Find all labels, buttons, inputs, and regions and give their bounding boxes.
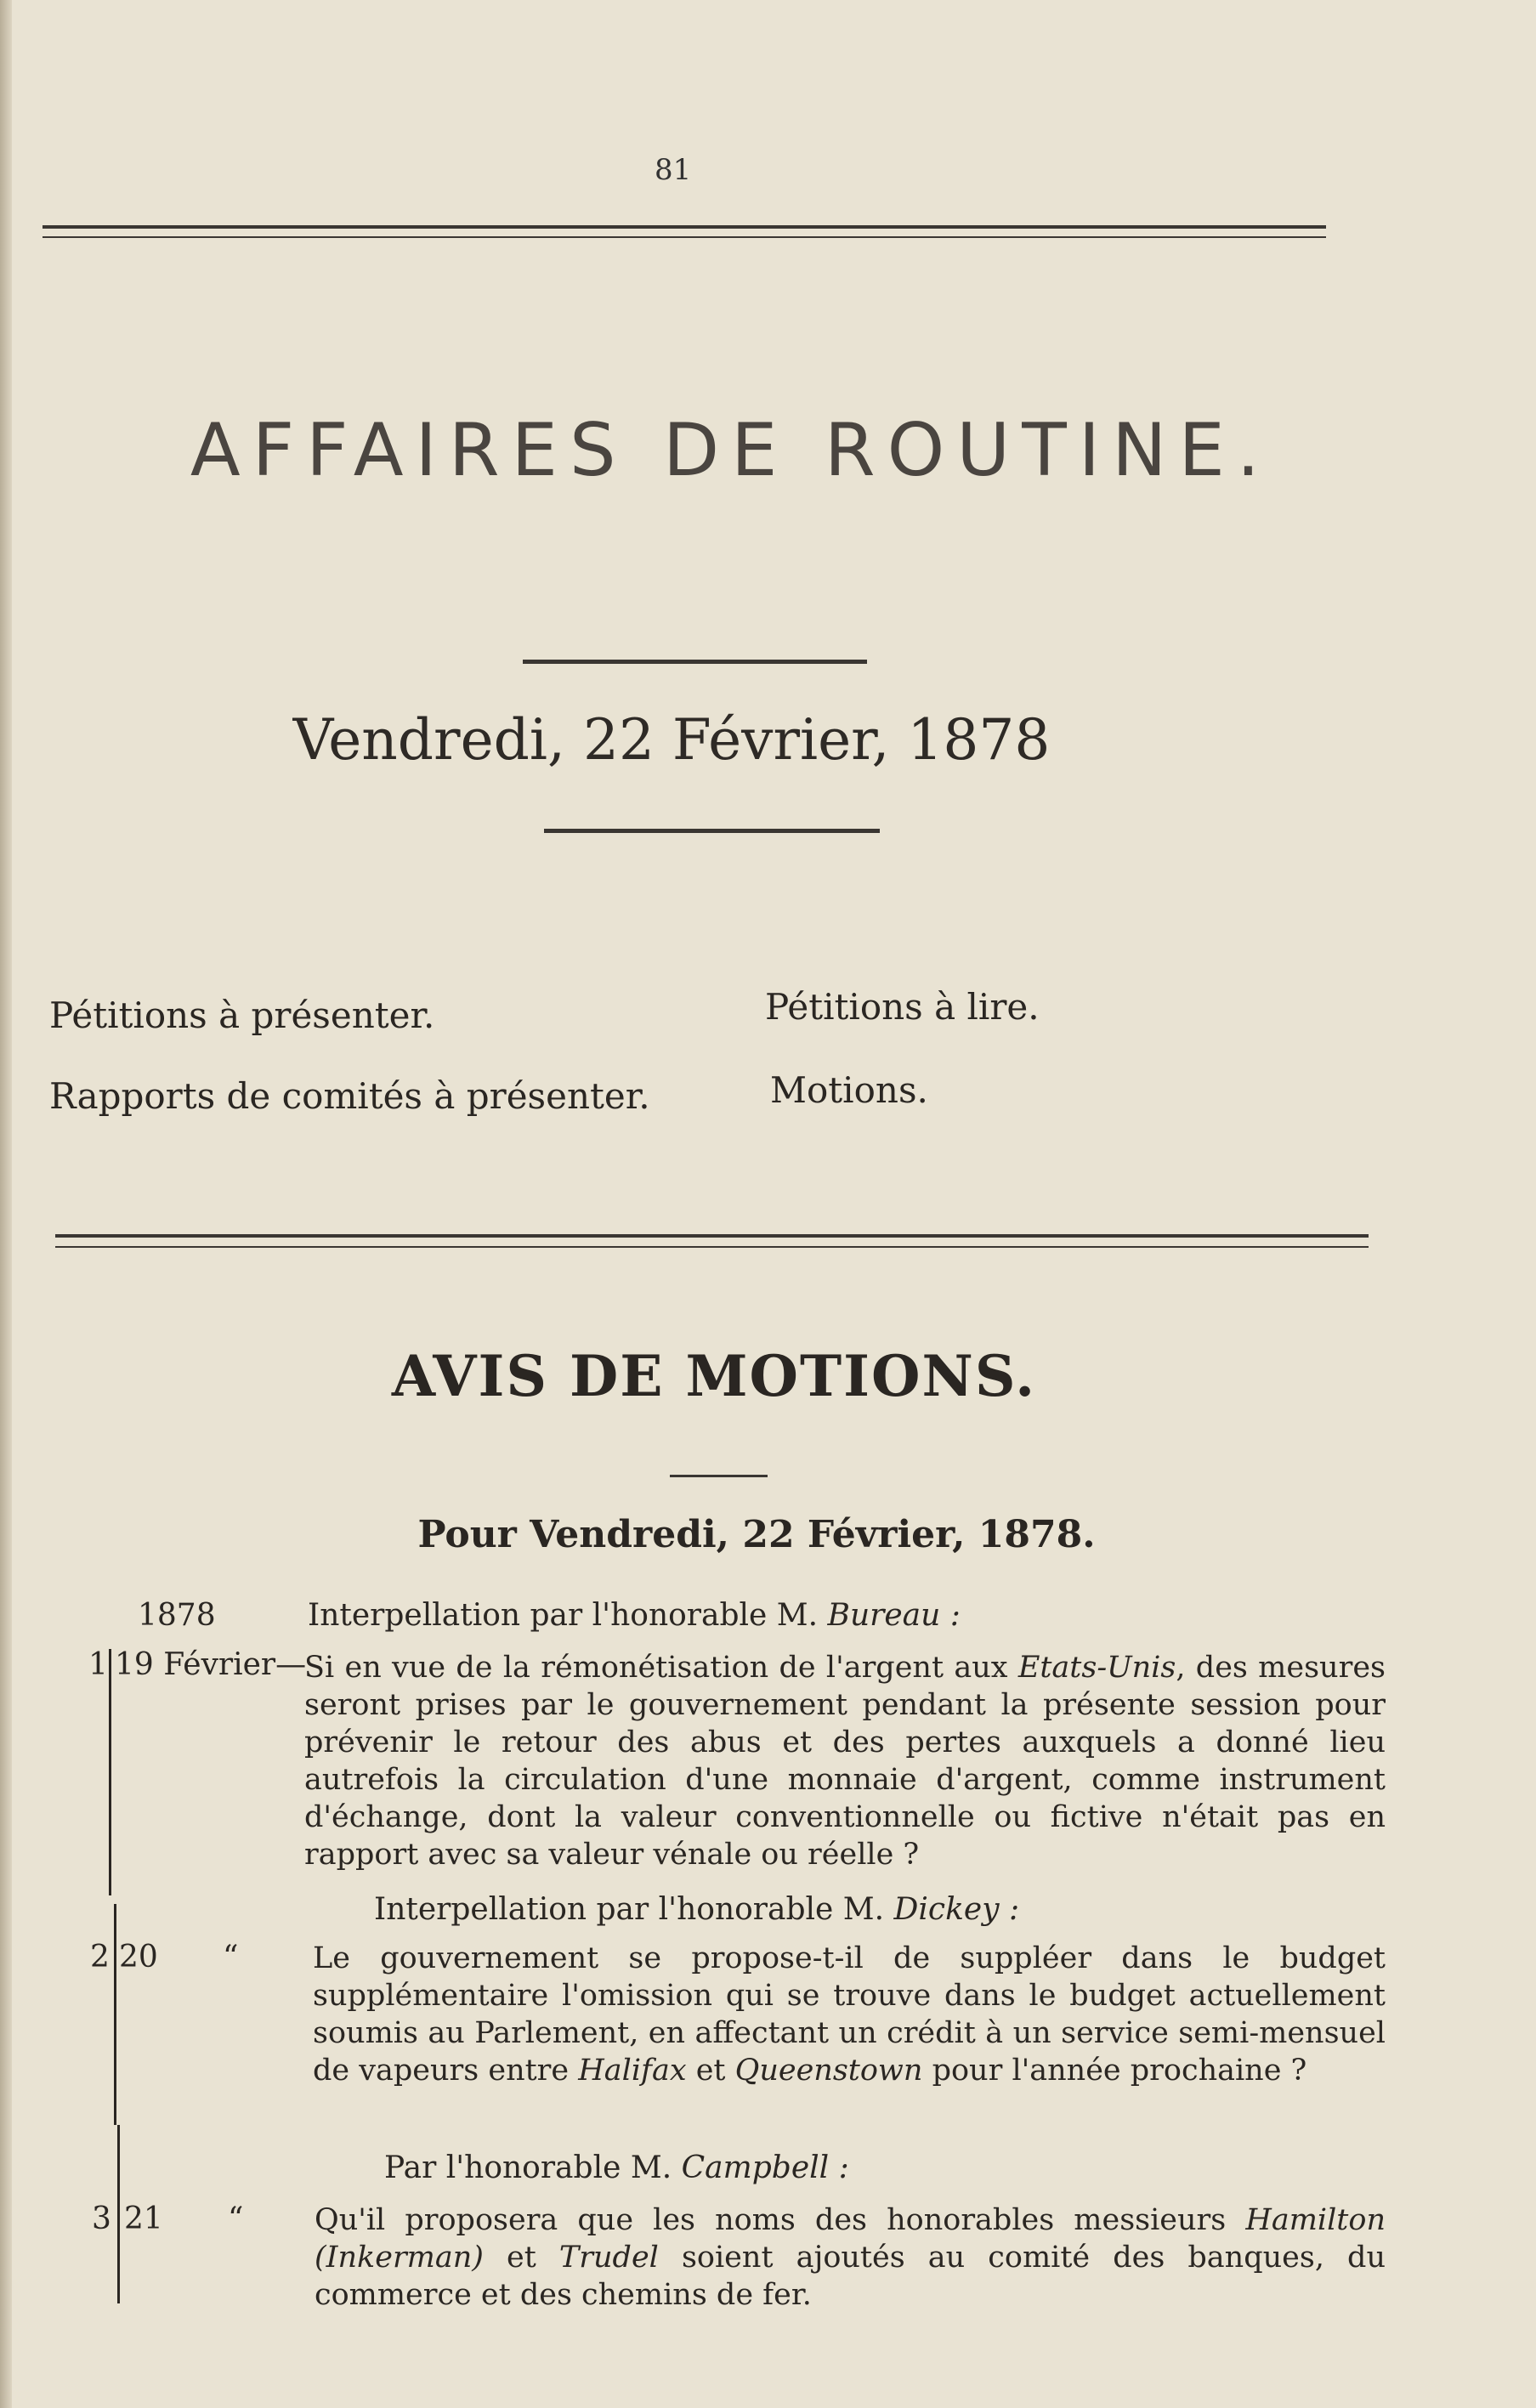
routine-item-petitions-read: Pétitions à lire. bbox=[765, 986, 1040, 1028]
routine-title: AFFAIRES DE ROUTINE. bbox=[190, 408, 1272, 493]
entry-1-number: 1 bbox=[88, 1647, 108, 1682]
entry-3-bar bbox=[117, 2125, 120, 2303]
entry-3-text-a: Qu'il proposera que les noms des honorables messieurs bbox=[315, 2203, 1246, 2237]
entry-1-intro-text: Interpellation par l'honorable M. bbox=[308, 1598, 828, 1633]
entry-3-intro bbox=[384, 2150, 849, 2185]
entry-2-ditto: “ bbox=[223, 1940, 239, 1975]
entry-1-body bbox=[304, 1649, 1386, 1873]
notices-date: Pour Vendredi, 22 Février, 1878. bbox=[417, 1513, 1096, 1556]
date-divider bbox=[544, 829, 880, 833]
routine-item-petitions-present: Pétitions à présenter. bbox=[49, 994, 435, 1036]
entry-3-intro-text: Par l'honorable M. bbox=[384, 2150, 682, 2185]
entry-3-text-c: soient ajoutés au comité des banques, du commerce et des chemins de fer. bbox=[315, 2241, 1386, 2312]
top-rule-thick bbox=[43, 225, 1326, 229]
entry-2-number: 2 bbox=[90, 1940, 110, 1975]
entry-1-text-b: , des mesures seront prises par le gouvernement pendant la présente session pour prévenir le retour des abus et des pertes auxquels a donné lieu autrefois la circulation d'une monnaie d'argent, comme instrument d'échange, dont la valeur conventionnelle ou fictive n'était pas en rapport avec sa valeur vénale ou réelle ? bbox=[304, 1651, 1386, 1872]
entry-2-body bbox=[313, 1940, 1386, 2089]
mid-rule-thick bbox=[55, 1234, 1369, 1238]
entry-1-member: Bureau : bbox=[827, 1598, 961, 1633]
entry-3-number: 3 bbox=[92, 2201, 111, 2236]
entry-1-date bbox=[115, 1647, 306, 1682]
page-number: 81 bbox=[655, 153, 692, 187]
page-binding-shadow bbox=[0, 0, 12, 2408]
entry-2-intro-text: Interpellation par l'honorable M. bbox=[374, 1892, 894, 1927]
entry-2-place-a: Halifax bbox=[578, 2054, 687, 2088]
mid-rule-thin bbox=[55, 1246, 1369, 1248]
notices-title: AVIS DE MOTIONS. bbox=[391, 1343, 1037, 1409]
entry-2-place-b: Queenstown bbox=[734, 2054, 923, 2088]
entry-3-body bbox=[315, 2201, 1386, 2314]
entry-1-date-text: 19 Février bbox=[115, 1647, 276, 1682]
entry-2-intro bbox=[374, 1892, 1019, 1927]
entry-2-member: Dickey : bbox=[893, 1892, 1020, 1927]
entry-1-bar bbox=[109, 1649, 111, 1895]
entry-3-member: Campbell : bbox=[681, 2150, 849, 2185]
notices-divider bbox=[670, 1475, 768, 1477]
entry-1-text-a: Si en vue de la rémonétisation de l'argent aux bbox=[304, 1651, 1018, 1685]
entry-3-place-b: Trudel bbox=[558, 2241, 659, 2275]
session-date: Vendredi, 22 Février, 1878 bbox=[292, 707, 1051, 773]
entry-3-ditto: “ bbox=[228, 2201, 244, 2236]
entry-2-bar bbox=[114, 1904, 116, 2125]
entry-3-place-a: Hamilton (Inkerman) bbox=[315, 2203, 1386, 2275]
entry-3-date: 21 bbox=[124, 2201, 163, 2236]
entry-1-dash: — bbox=[275, 1647, 307, 1682]
entry-2-text-b: et bbox=[686, 2054, 735, 2088]
routine-item-reports-present: Rapports de comités à présenter. bbox=[49, 1075, 650, 1117]
title-divider bbox=[523, 660, 867, 664]
entry-2-text-c: pour l'année prochaine ? bbox=[922, 2054, 1307, 2088]
routine-item-motions: Motions. bbox=[770, 1069, 928, 1111]
entry-1-place-a: Etats-Unis bbox=[1017, 1651, 1176, 1685]
entry-2-text-a: Le gouvernement se propose-t-il de suppléer dans le budget supplémentaire l'omission qui se trouve dans le budget actuellement soumis au Parlement, en affectant un crédit à un service semi-mensuel de vapeurs entre bbox=[313, 1941, 1386, 2088]
entry-1-intro bbox=[308, 1598, 961, 1633]
year-label: 1878 bbox=[138, 1598, 216, 1633]
entry-2-date: 20 bbox=[119, 1940, 158, 1975]
entry-3-text-b: et bbox=[483, 2241, 559, 2275]
top-rule-thin bbox=[43, 236, 1326, 238]
